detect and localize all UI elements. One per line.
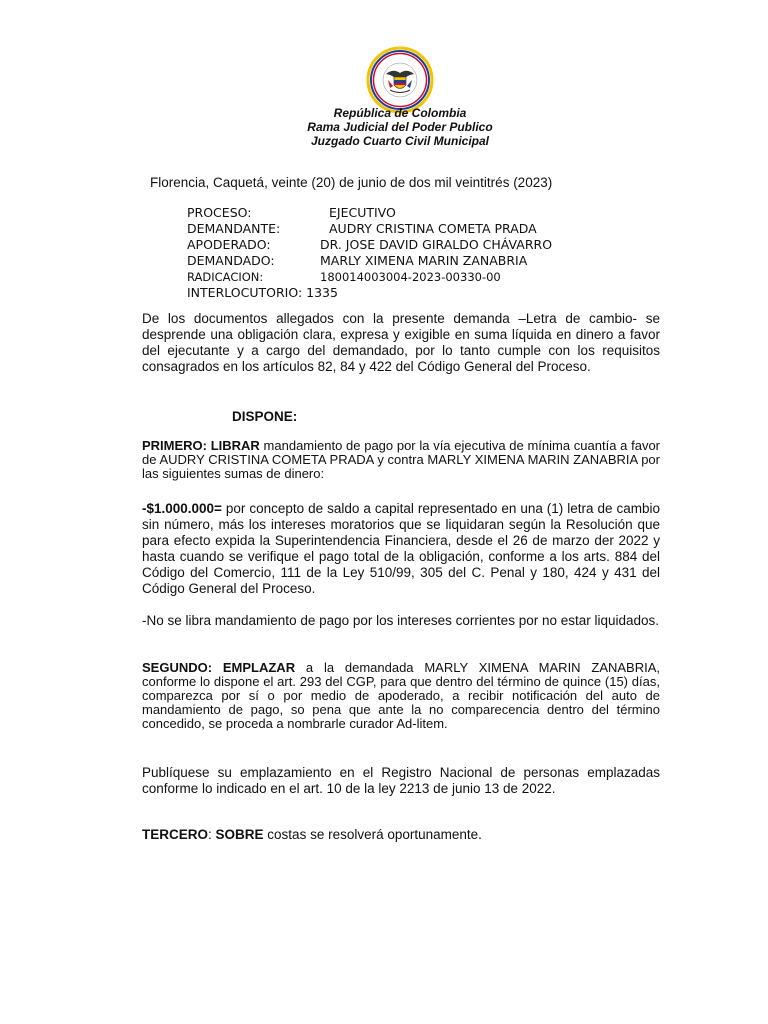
segundo-text: a la demandada MARLY XIMENA MARIN ZANABRIA, conforme lo dispone el art. 293 del CGP, para que dentro del término de quince (15) días, comparezca por sí o por medio de apoderado, a recibir notificación del auto de mandamiento de pago, so pena que ante la no comparecencia dentro del término concedido, se proceda a nombrarle curador Ad-litem. [142, 660, 661, 731]
dispone-heading: DISPONE: [232, 409, 298, 424]
demandante-value: AUDRY CRISTINA COMETA PRADA [329, 221, 537, 236]
apoderado-label: APODERADO: [187, 237, 271, 252]
tercero-sobre: SOBRE [215, 827, 264, 842]
rama-judicial-seal-icon [366, 46, 434, 114]
radicacion-label: RADICACION: [187, 270, 264, 284]
radicacion-value: 180014003004-2023-00330-00 [320, 270, 501, 284]
tercero-text: costas se resolverá oportunamente. [263, 827, 482, 842]
monto-paragraph [142, 501, 660, 597]
monto-lead: -$1.000.000= [142, 501, 222, 516]
tercero-lead: TERCERO [142, 827, 209, 842]
intro-paragraph: De los documentos allegados con la presente demanda –Letra de cambio- se desprende una obligación clara, expresa y exigible en suma líquida en dinero a favor del ejecutante y a cargo del demandado, por lo tanto cumple con los requisitos consagrados en los artículos 82, 84 y 422 del Código General del Proceso. [142, 311, 660, 374]
date-line: Florencia, Caquetá, veinte (20) de junio de dos mil veintitrés (2023) [150, 175, 553, 190]
interlocutorio: INTERLOCUTORIO: 1335 [187, 285, 338, 300]
no-libra-paragraph: -No se libra mandamiento de pago por los intereses corrientes por no estar liquidados. [142, 613, 660, 628]
primero-text: mandamiento de pago por la vía ejecutiva de mínima cuantía a favor de AUDRY CRISTINA COMETA PRADA y contra MARLY XIMENA MARIN ZANABRIA por las siguientes sumas de dinero: [142, 438, 660, 481]
segundo-lead: SEGUNDO: EMPLAZAR [142, 660, 296, 675]
demandado-value: MARLY XIMENA MARIN ZANABRIA [320, 253, 528, 268]
segundo-paragraph [142, 661, 660, 731]
header-republica: República de Colombia [333, 106, 467, 120]
proceso-value: EJECUTIVO [329, 205, 396, 220]
apoderado-value: DR. JOSE DAVID GIRALDO CHÁVARRO [320, 237, 553, 252]
header-rama-judicial: Rama Judicial del Poder Publico [307, 120, 493, 134]
tercero-sep: : [208, 827, 216, 842]
proceso-label: PROCESO: [187, 205, 252, 220]
tercero-paragraph [142, 827, 660, 843]
header-juzgado: Juzgado Cuarto Civil Municipal [310, 134, 489, 148]
court-header [0, 106, 768, 148]
primero-lead: PRIMERO: LIBRAR [142, 438, 260, 453]
monto-text: por concepto de saldo a capital representado en una (1) letra de cambio sin número, más los intereses moratorios que se liquidaran según la Resolución que para efecto expida la Superintendencia Financiera, desde el 26 de marzo der 2022 y hasta cuando se verifique el pago total de la obligación, conforme a los arts. 884 del Código del Comercio, 111 de la Ley 510/99, 305 del C. Penal y 180, 424 y 431 del Código General del Proceso. [142, 501, 660, 596]
demandado-label: DEMANDADO: [187, 253, 275, 268]
demandante-label: DEMANDANTE: [187, 221, 281, 236]
process-info [187, 205, 627, 301]
publiquese-paragraph: Publíquese su emplazamiento en el Registro Nacional de personas emplazadas conforme lo indicado en el art. 10 de la ley 2213 de junio 13 de 2022. [142, 765, 660, 796]
primero-paragraph [142, 439, 660, 481]
